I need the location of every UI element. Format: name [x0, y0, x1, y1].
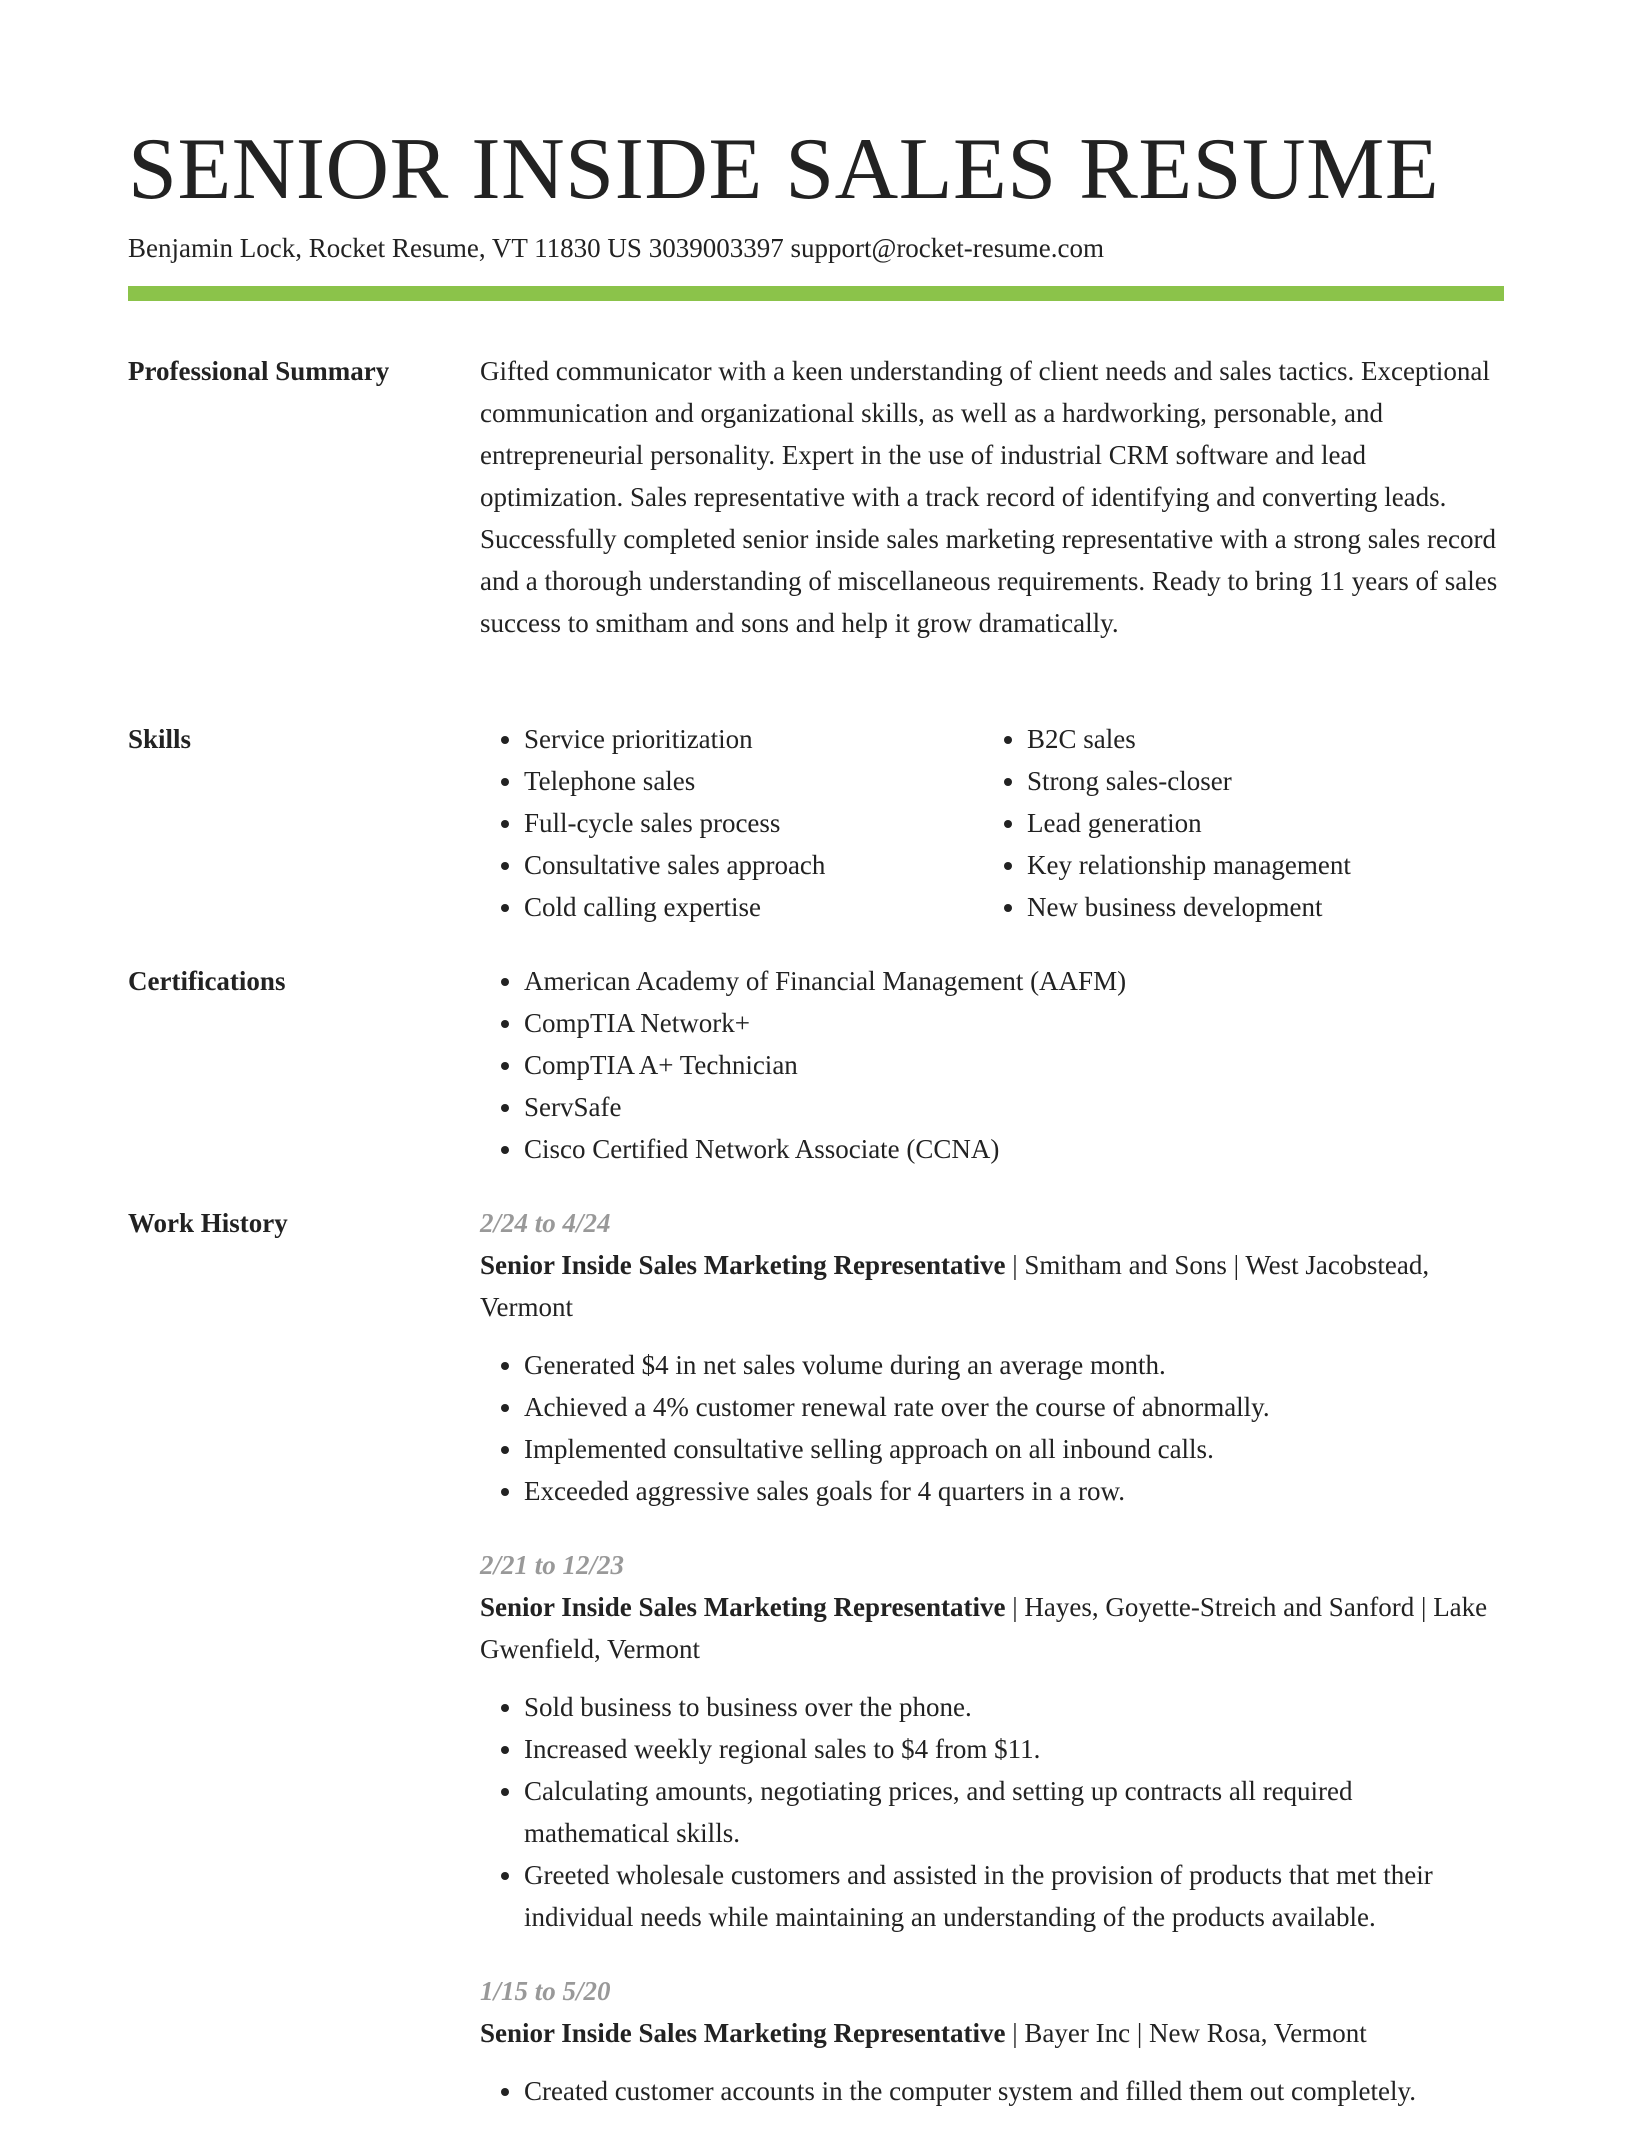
certification-item: • American Academy of Financial Management (AAFM) [524, 960, 1504, 1002]
job-bullet: • Generated $4 in net sales volume during an average month. [524, 1344, 1504, 1386]
resume-title: SENIOR INSIDE SALES RESUME [128, 121, 1440, 218]
job-entry [480, 1202, 1504, 1512]
job-title-line [480, 1586, 1504, 1670]
skill-item: • Strong sales-closer [1027, 760, 1486, 802]
skills-heading: Skills [128, 724, 192, 754]
skill-item: • Service prioritization [524, 718, 983, 760]
job-role: Senior Inside Sales Marketing Representative [480, 1250, 1006, 1280]
skill-item: • Lead generation [1027, 802, 1486, 844]
work-history-heading: Work History [128, 1208, 288, 1238]
job-dates: 2/24 to 4/24 [480, 1208, 611, 1238]
skill-item: • Key relationship management [1027, 844, 1486, 886]
job-bullet: • Increased weekly regional sales to $4 from $11. [524, 1728, 1504, 1770]
job-entry [480, 1970, 1504, 2112]
contact-line: Benjamin Lock, Rocket Resume, VT 11830 US 3039003397 support@rocket-resume.com [128, 233, 1104, 263]
skill-item: • New business development [1027, 886, 1486, 928]
certification-item: • Cisco Certified Network Associate (CCNA) [524, 1128, 1504, 1170]
job-title-line [480, 2012, 1504, 2054]
job-bullets [480, 2070, 1504, 2112]
job-dates: 2/21 to 12/23 [480, 1550, 625, 1580]
skill-item: • Full-cycle sales process [524, 802, 983, 844]
skills-list-left [480, 718, 983, 928]
job-bullets [480, 1686, 1504, 1938]
skills-list-right [983, 718, 1486, 928]
job-employer-location: | Smitham and Sons | West Jacobstead, Vermont [480, 1250, 1430, 1322]
job-title-line [480, 1244, 1504, 1328]
job-role: Senior Inside Sales Marketing Representative [480, 1592, 1006, 1622]
summary-text: Gifted communicator with a keen understanding of client needs and sales tactics. Exceptional communication and organizational skills, as well as a hardworking, personable, and entrepreneurial personality. Expert in the use of industrial CRM software and lead optimization. Sales representative with a track record of identifying and converting leads. Successfully completed senior inside sales marketing representative with a strong sales record and a thorough understanding of miscellaneous requirements. Ready to bring 11 years of sales success to smitham and sons and help it grow dramatically. [480, 356, 1498, 638]
job-entry [480, 1544, 1504, 1938]
accent-divider [128, 286, 1504, 301]
job-bullet: • Sold business to business over the phone. [524, 1686, 1504, 1728]
skill-item: • B2C sales [1027, 718, 1486, 760]
job-role: Senior Inside Sales Marketing Representative [480, 2018, 1006, 2048]
job-dates: 1/15 to 5/20 [480, 1976, 611, 2006]
job-bullet: • Implemented consultative selling approach on all inbound calls. [524, 1428, 1504, 1470]
job-employer-location: | Hayes, Goyette-Streich and Sanford | Lake Gwenfield, Vermont [480, 1592, 1488, 1664]
job-bullet: • Created customer accounts in the computer system and filled them out completely. [524, 2070, 1504, 2112]
job-bullet: • Greeted wholesale customers and assisted in the provision of products that met their individual needs while maintaining an understanding of the products available. [524, 1854, 1504, 1938]
certifications-heading: Certifications [128, 966, 286, 996]
skill-item: • Telephone sales [524, 760, 983, 802]
skill-item: • Consultative sales approach [524, 844, 983, 886]
job-bullets [480, 1344, 1504, 1512]
certification-item: • ServSafe [524, 1086, 1504, 1128]
certifications-list [480, 960, 1504, 1170]
skill-item: • Cold calling expertise [524, 886, 983, 928]
certification-item: • CompTIA A+ Technician [524, 1044, 1504, 1086]
job-bullet: • Exceeded aggressive sales goals for 4 quarters in a row. [524, 1470, 1504, 1512]
job-bullet: • Calculating amounts, negotiating prices, and setting up contracts all required mathematical skills. [524, 1770, 1504, 1854]
job-bullet: • Achieved a 4% customer renewal rate over the course of abnormally. [524, 1386, 1504, 1428]
summary-heading: Professional Summary [128, 356, 390, 386]
certification-item: • CompTIA Network+ [524, 1002, 1504, 1044]
job-employer-location: | Bayer Inc | New Rosa, Vermont [1005, 2018, 1367, 2048]
